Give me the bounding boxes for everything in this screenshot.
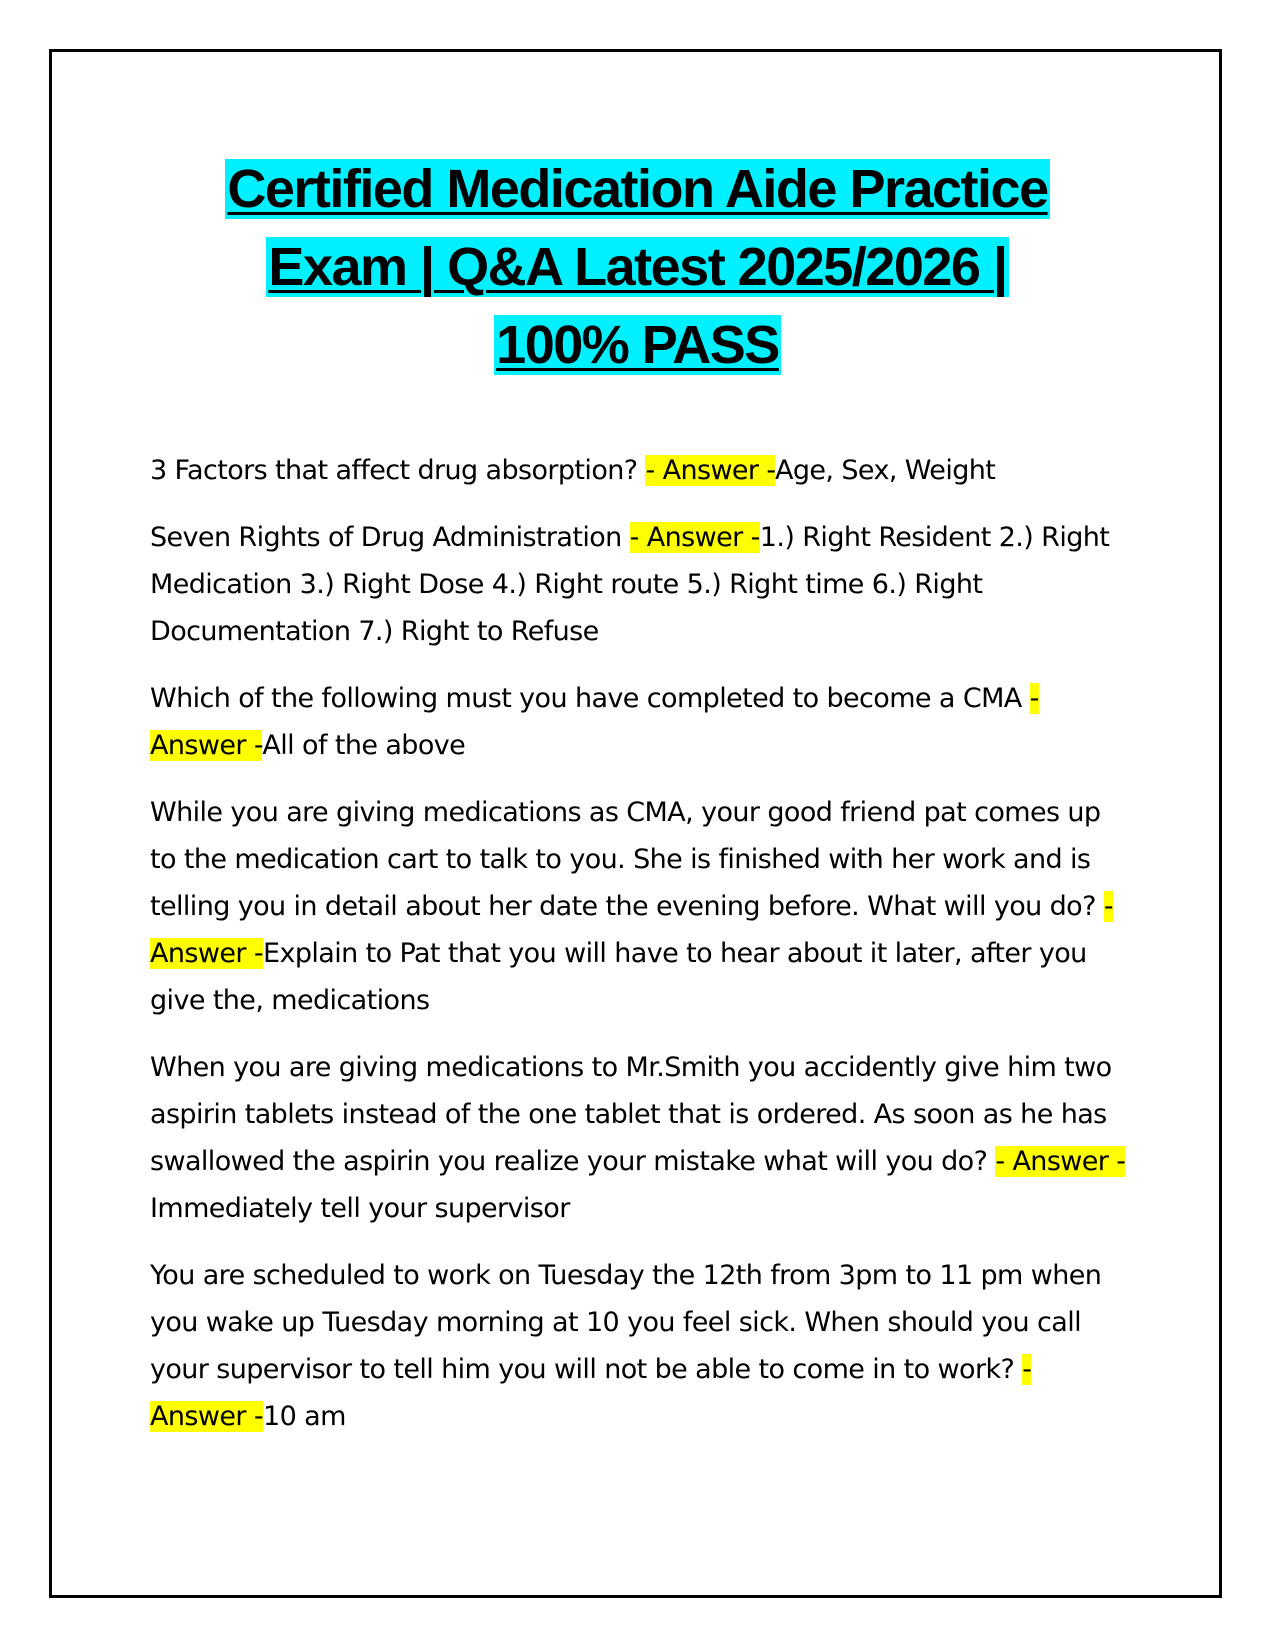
qa-item (150, 789, 1130, 1024)
question-text: 3 Factors that affect drug absorption? (150, 455, 646, 486)
title-line-text: Certified Medication Aide Practice (227, 159, 1048, 219)
question-text: Seven Rights of Drug Administration (150, 522, 630, 553)
question-text: You are scheduled to work on Tuesday the 12th from 3pm to 11 pm when you wake up Tuesday morning at 10 you feel sick. When should you call your supervisor to tell him you will not be able to come in to work? (150, 1260, 1102, 1385)
answer-text: 10 am (262, 1401, 346, 1432)
question-text: While you are giving medications as CMA, your good friend pat comes up to the medication cart to talk to you. She is finished with her work and is telling you in detail about her date the evening before. What will you do? (150, 797, 1104, 922)
document-title (100, 150, 1175, 384)
answer-marker: - Answer - (995, 1146, 1126, 1177)
answer-marker: - Answer - (150, 891, 1113, 969)
answer-text: Immediately tell your supervisor (150, 1193, 570, 1224)
qa-item (150, 447, 1130, 494)
answer-text: All of the above (262, 730, 466, 761)
qa-item (150, 1252, 1130, 1440)
answer-marker: - Answer - (645, 455, 775, 486)
question-text: When you are giving medications to Mr.Smith you accidently give him two aspirin tablets instead of the one tablet that is ordered. As soon as he has swallowed the aspirin you realize your mistake what will you do? (150, 1052, 1112, 1177)
answer-text: 1.) Right Resident 2.) Right Medication 3.) Right Dose 4.) Right route 5.) Right time 6.) Right Documentation 7.) Right to Refuse (150, 522, 1110, 647)
title-line-text: Exam | Q&A Latest 2025/2026 | (268, 237, 1007, 297)
qa-item (150, 514, 1130, 655)
title-line-text: 100% PASS (496, 315, 779, 375)
title-line (100, 228, 1175, 306)
question-text: Which of the following must you have completed to become a CMA (150, 683, 1030, 714)
qa-list (150, 447, 1130, 1460)
answer-marker: - Answer - (629, 522, 760, 553)
answer-marker: - Answer - (150, 1354, 1032, 1432)
answer-marker: - Answer - (150, 683, 1039, 761)
title-line (100, 306, 1175, 384)
qa-item (150, 675, 1130, 769)
qa-item (150, 1044, 1130, 1232)
answer-text: Age, Sex, Weight (774, 455, 996, 486)
answer-text: Explain to Pat that you will have to hear about it later, after you give the, medications (150, 938, 1087, 1016)
title-line (100, 150, 1175, 228)
